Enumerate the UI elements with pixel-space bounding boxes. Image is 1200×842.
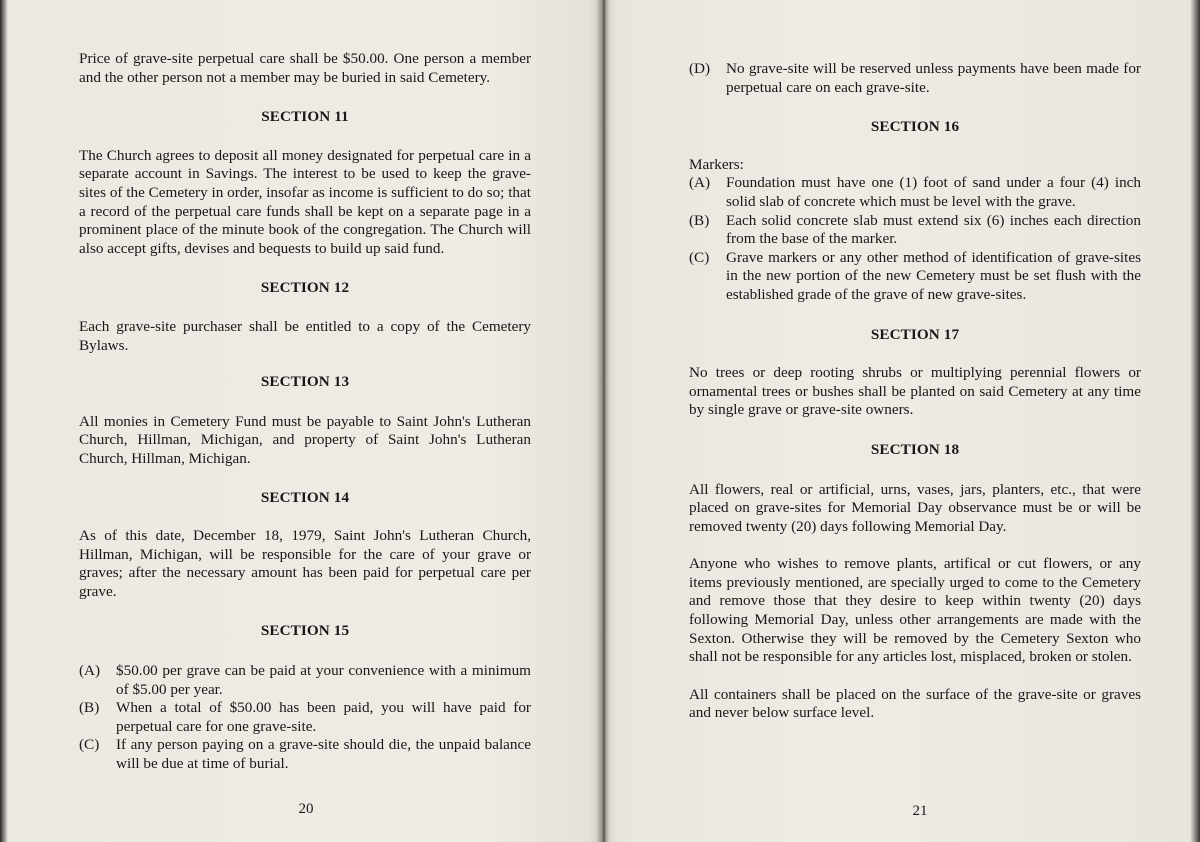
book-gutter (596, 0, 610, 842)
right-page-edge (1190, 0, 1200, 842)
item-label: (B) (79, 699, 100, 717)
section-18-heading: SECTION 18 (870, 440, 960, 458)
item-label: (C) (79, 736, 100, 754)
item-text: Grave markers or any other method of identification of grave-sites in the new portion of the new Cemetery must be set flush with the established grade of the grave of new grave-sites. (726, 248, 1141, 303)
item-label: (B) (689, 211, 710, 229)
section-13-text: All monies in Cemetery Fund must be payable to Saint John's Lutheran Church, Hillman, Michigan, and property of Saint John's Lutheran Church, Hillman, Michigan. (79, 412, 531, 467)
section-13-heading: SECTION 13 (260, 373, 350, 391)
section-16-heading: SECTION 16 (870, 118, 960, 136)
item-label: (A) (79, 662, 101, 680)
section-15-heading: SECTION 15 (260, 622, 350, 640)
item-text: Foundation must have one (1) foot of sand under a four (4) inch solid slab of concrete which must be level with the grave. (726, 174, 1141, 210)
item-label: (A) (689, 174, 711, 192)
list-item (689, 249, 1141, 305)
section-11-text: The Church agrees to deposit all money designated for perpetual care in a separate account in Savings. The interest to be used to keep the grave-sites of the Cemetery in order, insofar as income is sufficient to do so; that a record of the perpetual care funds shall be kept on a separate page in a prominent place of the minute book of the congregation. The Church will also accept gifts, devises and bequests to build up said fund. (79, 146, 531, 257)
left-page-edge (0, 0, 8, 842)
item-text: $50.00 per grave can be paid at your convenience with a minimum of $5.00 per year. (116, 662, 531, 698)
list-item (79, 662, 531, 699)
section-11-heading: SECTION 11 (261, 108, 349, 126)
left-page (79, 50, 531, 774)
item-label: (C) (689, 248, 710, 266)
item-text: If any person paying on a grave-site should die, the unpaid balance will be due at time of burial. (116, 736, 531, 773)
left-page-number: 20 (298, 801, 314, 817)
section-17-heading: SECTION 17 (870, 325, 960, 343)
item-text: No grave-site will be reserved unless payments have been made for perpetual care on each grave-site. (726, 60, 1141, 96)
section-18-paragraph-1: All flowers, real or artificial, urns, vases, jars, planters, etc., that were placed on grave-sites for Memorial Day observance must be or will be removed twenty (20) days following Memorial Day. (689, 480, 1141, 535)
intro-paragraph: Price of grave-site perpetual care shall be $50.00. One person a member and the other person not a member may be buried in said Cemetery. (79, 50, 531, 86)
section-15-list (79, 662, 531, 774)
section-16-list (689, 174, 1141, 304)
list-item (79, 736, 531, 773)
section-14-text: As of this date, December 18, 1979, Saint John's Lutheran Church, Hillman, Michigan, will be responsible for the care of your grave or graves; after the necessary amount has been paid for perpetual care per grave. (79, 527, 531, 600)
section-12-text: Each grave-site purchaser shall be entitled to a copy of the Cemetery Bylaws. (79, 317, 531, 354)
section-18-paragraph-2: Anyone who wishes to remove plants, artifical or cut flowers, or any items previously mentioned, are specially urged to come to the Cemetery and remove those that they desire to keep within twenty (20) days following Memorial Day, unless other arrangements are made with the Sexton. Otherwise they will be removed by the Cemetery Sexton who shall not be responsible for any articles lost, misplaced, broken or stolen. (689, 555, 1141, 666)
item-text: Each solid concrete slab must extend six (6) inches each direction from the base of the marker. (726, 211, 1141, 248)
list-item (79, 699, 531, 736)
list-item (689, 60, 1141, 97)
list-item (689, 212, 1141, 249)
section-12-heading: SECTION 12 (260, 279, 350, 297)
list-item (689, 174, 1141, 211)
section-17-text: No trees or deep rooting shrubs or multiplying perennial flowers or ornamental trees or bushes shall be planted on said Cemetery at any time by single grave or grave-site owners. (689, 364, 1141, 419)
right-page-number: 21 (912, 803, 928, 819)
item-text: When a total of $50.00 has been paid, you will have paid for perpetual care for one grave-site. (116, 699, 531, 735)
item-label: (D) (689, 60, 711, 77)
section-16-intro: Markers: (689, 155, 744, 173)
section-18-paragraph-3: All containers shall be placed on the surface of the grave-site or graves and never below surface level. (689, 685, 1141, 722)
section-14-heading: SECTION 14 (260, 488, 350, 506)
right-page (689, 60, 1141, 723)
